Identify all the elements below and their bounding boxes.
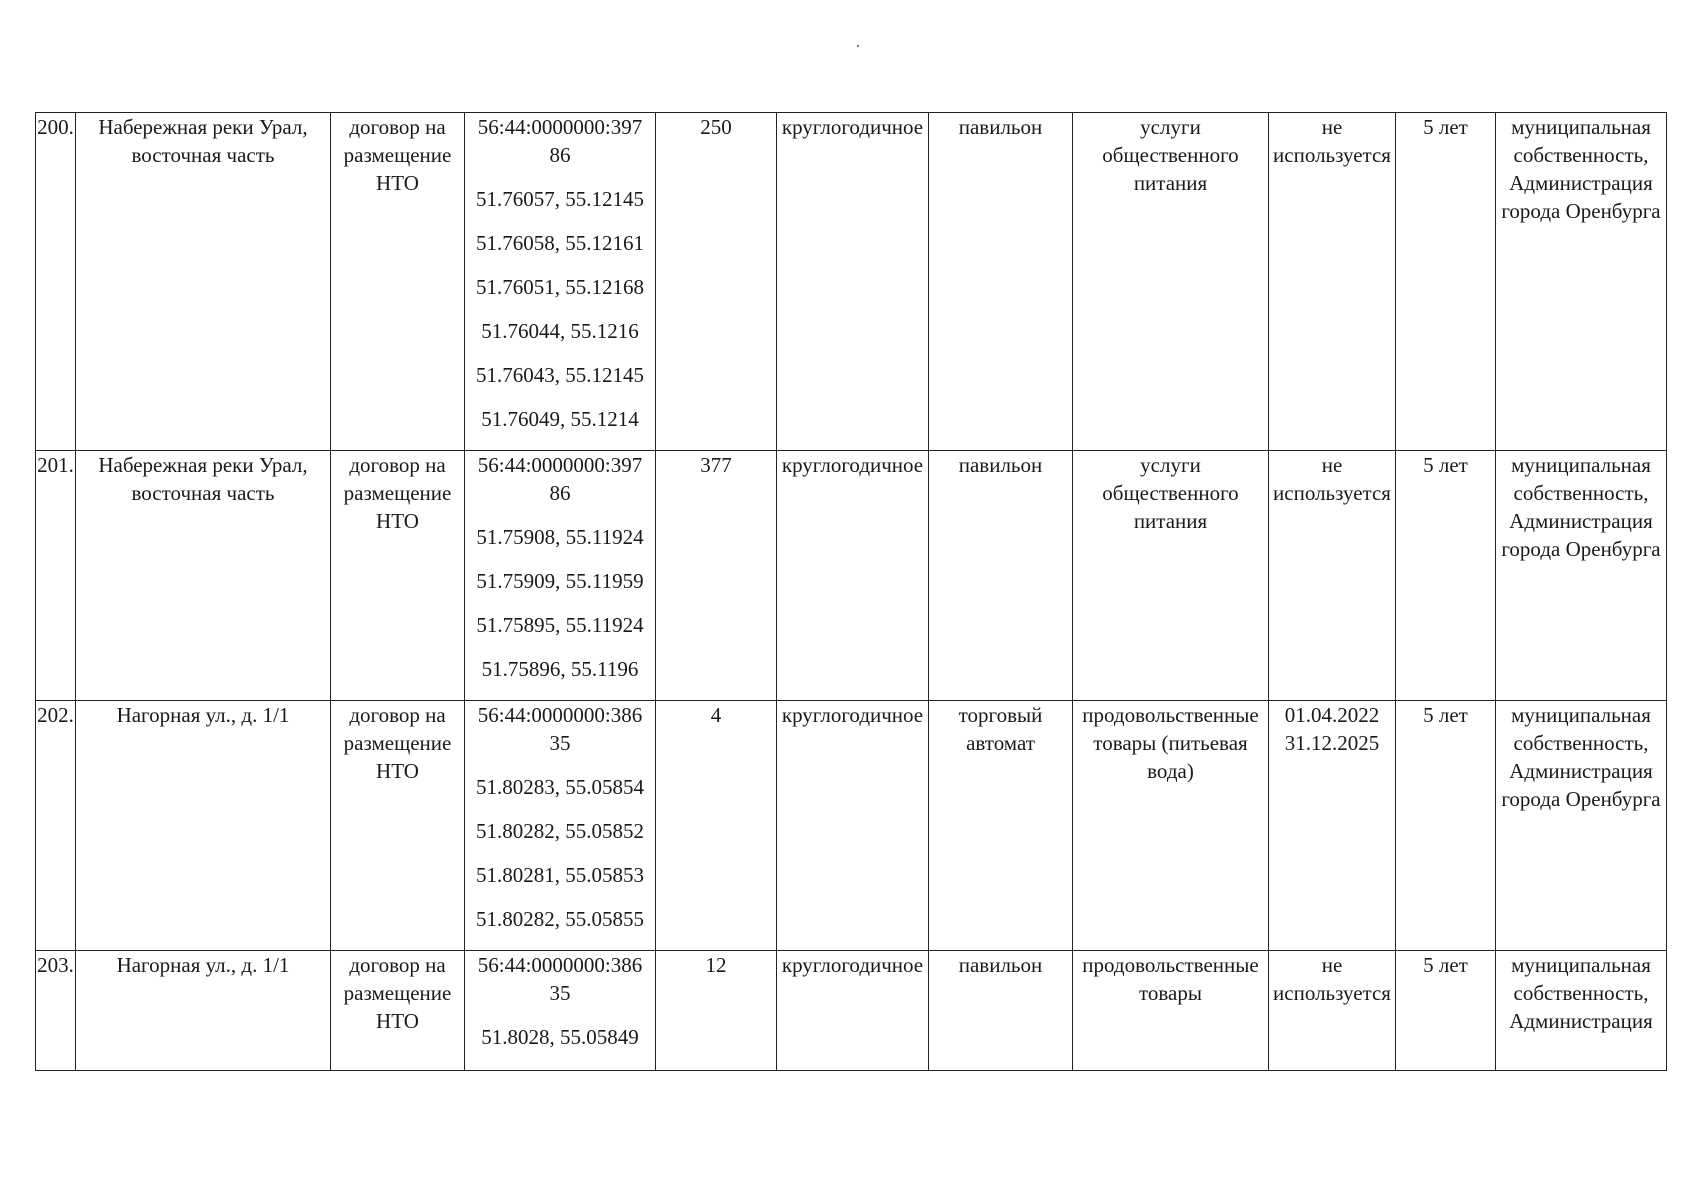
nto-placement-table [35,112,1667,1071]
coordinate-point: 51.75908, 55.11924 [476,525,644,549]
period-line-1: не [1321,953,1343,977]
cadastral-coords-cell [465,113,656,451]
area-cell: 4 [656,701,777,951]
coordinate-point: 51.80283, 55.05854 [476,775,644,799]
coordinate-point: 51.76044, 55.1216 [481,319,639,343]
cadastral-number: 56:44:0000000:397 [477,115,643,139]
period-cell [1269,951,1396,1071]
area-cell: 377 [656,451,777,701]
specialization-cell: продовольственные товары (питьевая вода) [1073,701,1269,951]
period-line-2: используется [1273,981,1391,1005]
coordinate-point: 51.75896, 55.1196 [481,657,639,681]
table-row [36,701,1667,951]
period-line-2: используется [1273,143,1391,167]
owner-cell: муниципальная собственность, Администрация города Оренбурга [1496,701,1667,951]
coordinate-point: 51.76058, 55.12161 [476,231,644,255]
cadastral-number: 56:44:0000000:386 [477,953,643,977]
coordinate-point: 51.80281, 55.05853 [476,863,644,887]
specialization-cell: продовольственные товары [1073,951,1269,1071]
cadastral-coords-cell [465,451,656,701]
row-number: 203. [36,951,76,1071]
term-cell: 5 лет [1396,951,1496,1071]
period-cell [1269,701,1396,951]
contract-cell: договор на размещение НТО [331,113,465,451]
coordinate-point: 51.80282, 55.05855 [476,907,644,931]
cadastral-number: 56:44:0000000:386 [477,703,643,727]
period-cell [1269,451,1396,701]
object-type-cell: торговый автомат [929,701,1073,951]
specialization-cell: услуги общественного питания [1073,451,1269,701]
table-row [36,451,1667,701]
term-cell: 5 лет [1396,451,1496,701]
area-cell: 250 [656,113,777,451]
term-cell: 5 лет [1396,113,1496,451]
coordinate-point: 51.75909, 55.11959 [476,569,644,593]
owner-cell: муниципальная собственность, Администрация города Оренбурга [1496,113,1667,451]
owner-cell: муниципальная собственность, Администрация [1496,951,1667,1071]
contract-cell: договор на размещение НТО [331,451,465,701]
address-cell: Нагорная ул., д. 1/1 [76,701,331,951]
season-cell: круглогодичное [777,701,929,951]
object-type-cell: павильон [929,113,1073,451]
area-cell: 12 [656,951,777,1071]
cadastral-coords-cell [465,951,656,1071]
row-number: 202. [36,701,76,951]
address-cell: Набережная реки Урал, восточная часть [76,113,331,451]
specialization-cell: услуги общественного питания [1073,113,1269,451]
cadastral-number-cont: 86 [549,143,571,167]
period-cell [1269,113,1396,451]
table-row [36,113,1667,451]
term-cell: 5 лет [1396,701,1496,951]
row-number: 200. [36,113,76,451]
object-type-cell: павильон [929,951,1073,1071]
coordinate-point: 51.8028, 55.05849 [481,1025,639,1049]
contract-cell: договор на размещение НТО [331,701,465,951]
coordinate-point: 51.80282, 55.05852 [476,819,644,843]
address-cell: Нагорная ул., д. 1/1 [76,951,331,1071]
season-cell: круглогодичное [777,951,929,1071]
contract-cell: договор на размещение НТО [331,951,465,1071]
table-row [36,951,1667,1071]
cadastral-coords-cell [465,701,656,951]
cadastral-number-cont: 35 [549,981,571,1005]
coordinate-point: 51.76043, 55.12145 [476,363,644,387]
address-cell: Набережная реки Урал, восточная часть [76,451,331,701]
period-end-date: 31.12.2025 [1284,731,1380,755]
coordinate-point: 51.76057, 55.12145 [476,187,644,211]
period-start-date: 01.04.2022 [1284,703,1380,727]
period-line-1: не [1321,115,1343,139]
object-type-cell: павильон [929,451,1073,701]
cadastral-number-cont: 35 [549,731,571,755]
cadastral-number-cont: 86 [549,481,571,505]
row-number: 201. [36,451,76,701]
season-cell: круглогодичное [777,451,929,701]
period-line-2: используется [1273,481,1391,505]
scan-speck [857,45,859,47]
owner-cell: муниципальная собственность, Администрация города Оренбурга [1496,451,1667,701]
cadastral-number: 56:44:0000000:397 [477,453,643,477]
coordinate-point: 51.76049, 55.1214 [481,407,639,431]
period-line-1: не [1321,453,1343,477]
coordinate-point: 51.75895, 55.11924 [476,613,644,637]
coordinate-point: 51.76051, 55.12168 [476,275,644,299]
season-cell: круглогодичное [777,113,929,451]
